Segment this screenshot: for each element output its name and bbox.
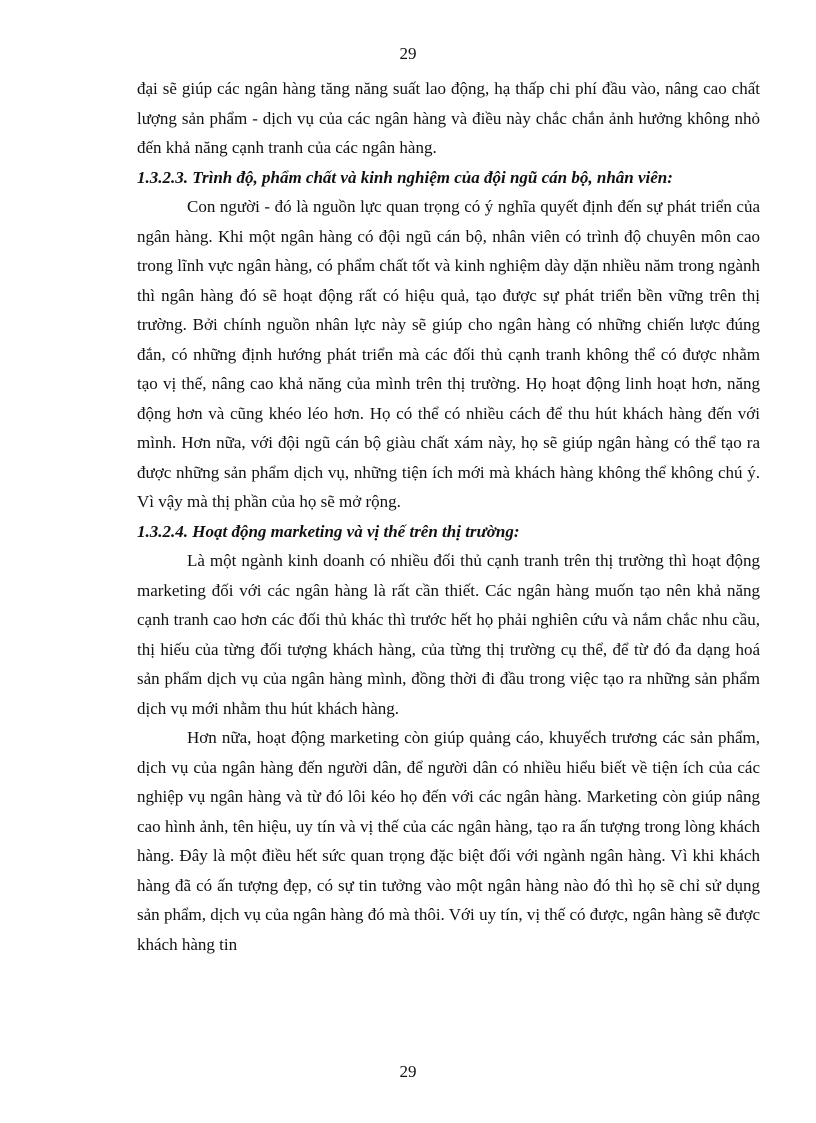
paragraph-marketing-2: Hơn nữa, hoạt động marketing còn giúp quảng cáo, khuyếch trương các sản phẩm, dịch vụ của ngân hàng đến người dân, để người dân có nhiều hiểu biết về tiện ích của các nghiệp vụ ngân hàng và từ đó lôi kéo họ đến với các ngân hàng. Marketing còn giúp nâng cao hình ảnh, tên hiệu, uy tín và vị thế của các ngân hàng, tạo ra ấn tượng trong lòng khách hàng. Đây là một điều hết sức quan trọng đặc biệt đối với ngành ngân hàng. Vì khi khách hàng đã có ấn tượng đẹp, có sự tin tưởng vào một ngân hàng nào đó thì họ sẽ chỉ sử dụng sản phẩm, dịch vụ của ngân hàng đó mà thôi. Với uy tín, vị thế có được, ngân hàng sẽ được khách hàng tin [137,728,760,954]
paragraph-human-resources: Con người - đó là nguồn lực quan trọng có ý nghĩa quyết định đến sự phát triển của ngân hàng. Khi một ngân hàng có đội ngũ cán bộ, nhân viên có trình độ chuyên môn cao trong lĩnh vực ngân hàng, có phẩm chất tốt và kinh nghiệm dày dặn nhiều năm trong ngành thì ngân hàng đó sẽ hoạt động rất có hiệu quả, tạo được sự phát triển bền vững trên thị trường. Bởi chính nguồn nhân lực này sẽ giúp cho ngân hàng có những chiến lược đúng đắn, có những định hướng phát triển mà các đối thủ cạnh tranh không thể có được nhằm tạo vị thế, nâng cao khả năng của mình trên thị trường. Họ hoạt động linh hoạt hơn, năng động hơn và cũng khéo léo hơn. Họ có thể có nhiều cách để thu hút khách hàng đến với mình. Hơn nữa, với đội ngũ cán bộ giàu chất xám này, họ sẽ giúp ngân hàng có thể tạo ra được những sản phẩm dịch vụ, những tiện ích mới mà khách hàng không thể không chú ý. Vì vậy mà thị phần của họ sẽ mở rộng. [137,197,760,511]
page-body [137,74,760,959]
page-number-bottom: 29 [399,1062,417,1081]
section-heading-1-3-2-4: 1.3.2.4. Hoạt động marketing và vị thế trên thị trường: [137,521,520,541]
paragraph-marketing-1: Là một ngành kinh doanh có nhiều đối thủ cạnh tranh trên thị trường thì hoạt động marketing đối với các ngân hàng là rất cần thiết. Các ngân hàng muốn tạo nên khả năng cạnh tranh cao hơn các đối thủ khác thì trước hết họ phải nghiên cứu và nắm chắc nhu cầu, thị hiếu của từng đối tượng khách hàng, của từng thị trường cụ thể, để từ đó đa dạng hoá sản phẩm dịch vụ của ngân hàng mình, đồng thời đi đầu trong việc tạo ra những sản phẩm dịch vụ mới nhằm thu hút khách hàng. [137,551,760,718]
page-number-top: 29 [399,44,417,63]
section-heading-1-3-2-3: 1.3.2.3. Trình độ, phẩm chất và kinh nghiệm của đội ngũ cán bộ, nhân viên: [137,167,673,187]
paragraph-intro-continued: đại sẽ giúp các ngân hàng tăng năng suất lao động, hạ thấp chi phí đầu vào, nâng cao chất lượng sản phẩm - dịch vụ của các ngân hàng và điều này chắc chắn ảnh hưởng không nhỏ đến khả năng cạnh tranh của các ngân hàng. [137,79,760,157]
